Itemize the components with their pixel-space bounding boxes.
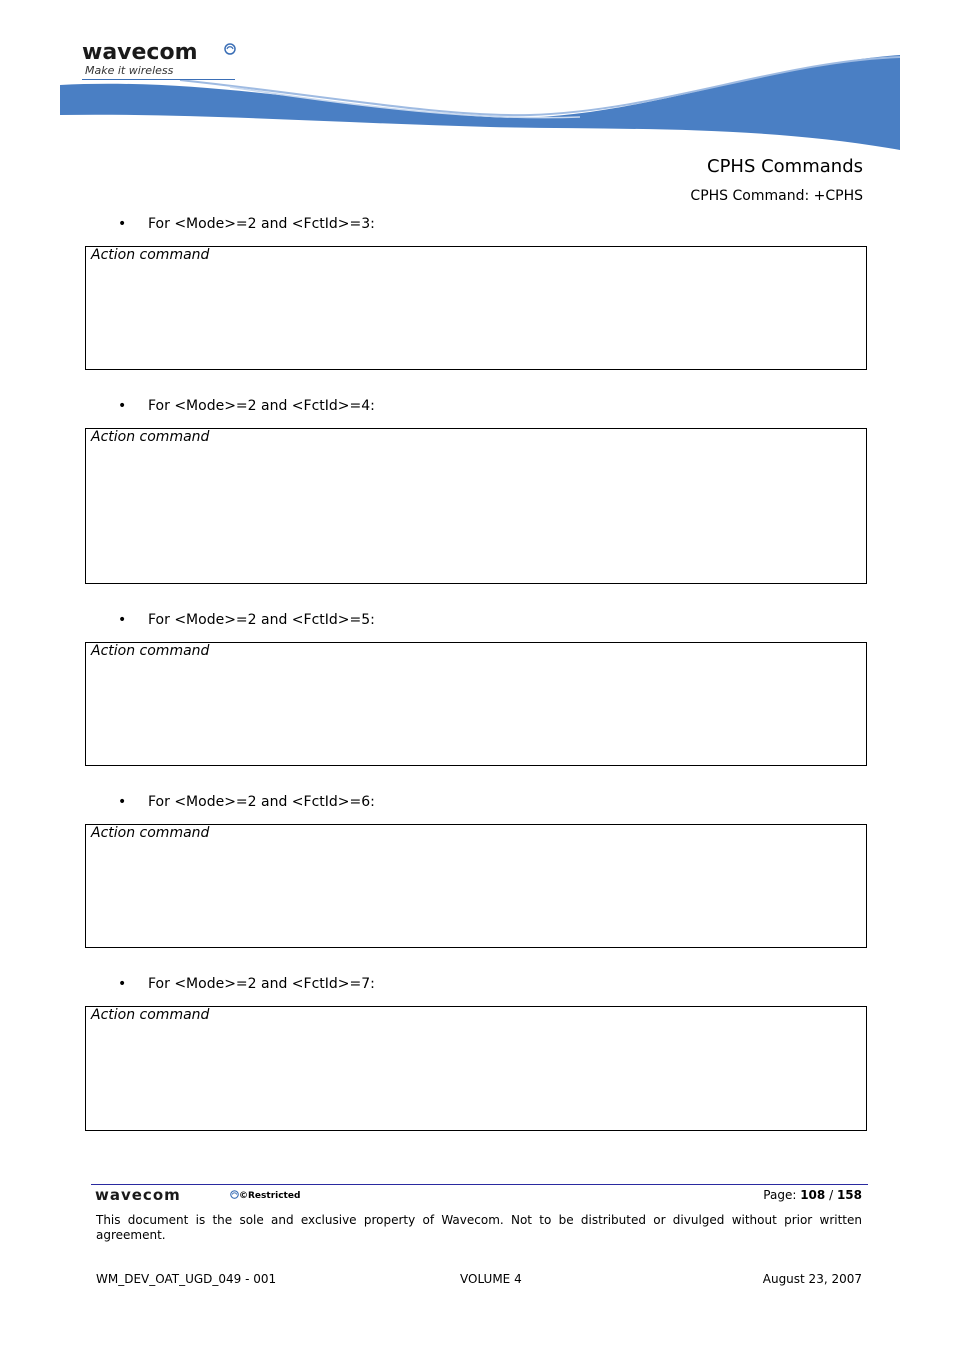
action-command-box xyxy=(85,428,867,584)
wavecom-logo: wavecom xyxy=(82,40,198,65)
bullet-text: For <Mode>=2 and <FctId>=5: xyxy=(148,612,375,628)
footer-logo-swirl-icon xyxy=(230,1184,239,1203)
page-prefix: Page: xyxy=(763,1188,801,1202)
action-command-label: Action command xyxy=(91,247,210,263)
confidentiality-notice: This document is the sole and exclusive property of Wavecom. Not to be distributed or divulged without prior written agreement. xyxy=(96,1213,862,1242)
bullet-icon: • xyxy=(118,976,127,992)
bullet-icon: • xyxy=(118,398,127,414)
logo-tagline: Make it wireless xyxy=(85,64,174,77)
page-total: 158 xyxy=(836,1188,862,1202)
action-command-label: Action command xyxy=(91,825,210,841)
chapter-title: CPHS Commands xyxy=(707,156,863,177)
restricted-label: ©Restricted xyxy=(239,1191,301,1201)
volume-label: VOLUME 4 xyxy=(460,1272,522,1286)
action-command-box xyxy=(85,642,867,766)
header-wave-graphic xyxy=(60,55,900,154)
bullet-item xyxy=(118,612,375,628)
bullet-text: For <Mode>=2 and <FctId>=6: xyxy=(148,794,375,810)
logo-underline xyxy=(82,79,235,80)
action-command-box xyxy=(85,1006,867,1131)
page-current: 108 xyxy=(800,1188,826,1202)
document-id: WM_DEV_OAT_UGD_049 - 001 xyxy=(96,1272,277,1286)
logo-swirl-icon xyxy=(224,40,236,59)
action-command-label: Action command xyxy=(91,643,210,659)
bullet-item xyxy=(118,794,375,810)
action-command-label: Action command xyxy=(91,429,210,445)
bullet-icon: • xyxy=(118,794,127,810)
bullet-icon: • xyxy=(118,216,127,232)
action-command-label: Action command xyxy=(91,1007,210,1023)
bullet-item xyxy=(118,216,375,232)
action-command-box xyxy=(85,246,867,370)
bullet-text: For <Mode>=2 and <FctId>=3: xyxy=(148,216,375,232)
bullet-text: For <Mode>=2 and <FctId>=4: xyxy=(148,398,375,414)
bullet-item xyxy=(118,976,375,992)
page-number xyxy=(763,1188,862,1202)
bullet-text: For <Mode>=2 and <FctId>=7: xyxy=(148,976,375,992)
footer-wavecom-logo: wavecom xyxy=(95,1186,181,1204)
footer-rule xyxy=(91,1184,868,1185)
document-date: August 23, 2007 xyxy=(762,1272,862,1286)
bullet-icon: • xyxy=(118,612,127,628)
action-command-box xyxy=(85,824,867,948)
bullet-item xyxy=(118,398,375,414)
section-title: CPHS Command: +CPHS xyxy=(690,188,863,204)
page-separator: / xyxy=(825,1188,837,1202)
